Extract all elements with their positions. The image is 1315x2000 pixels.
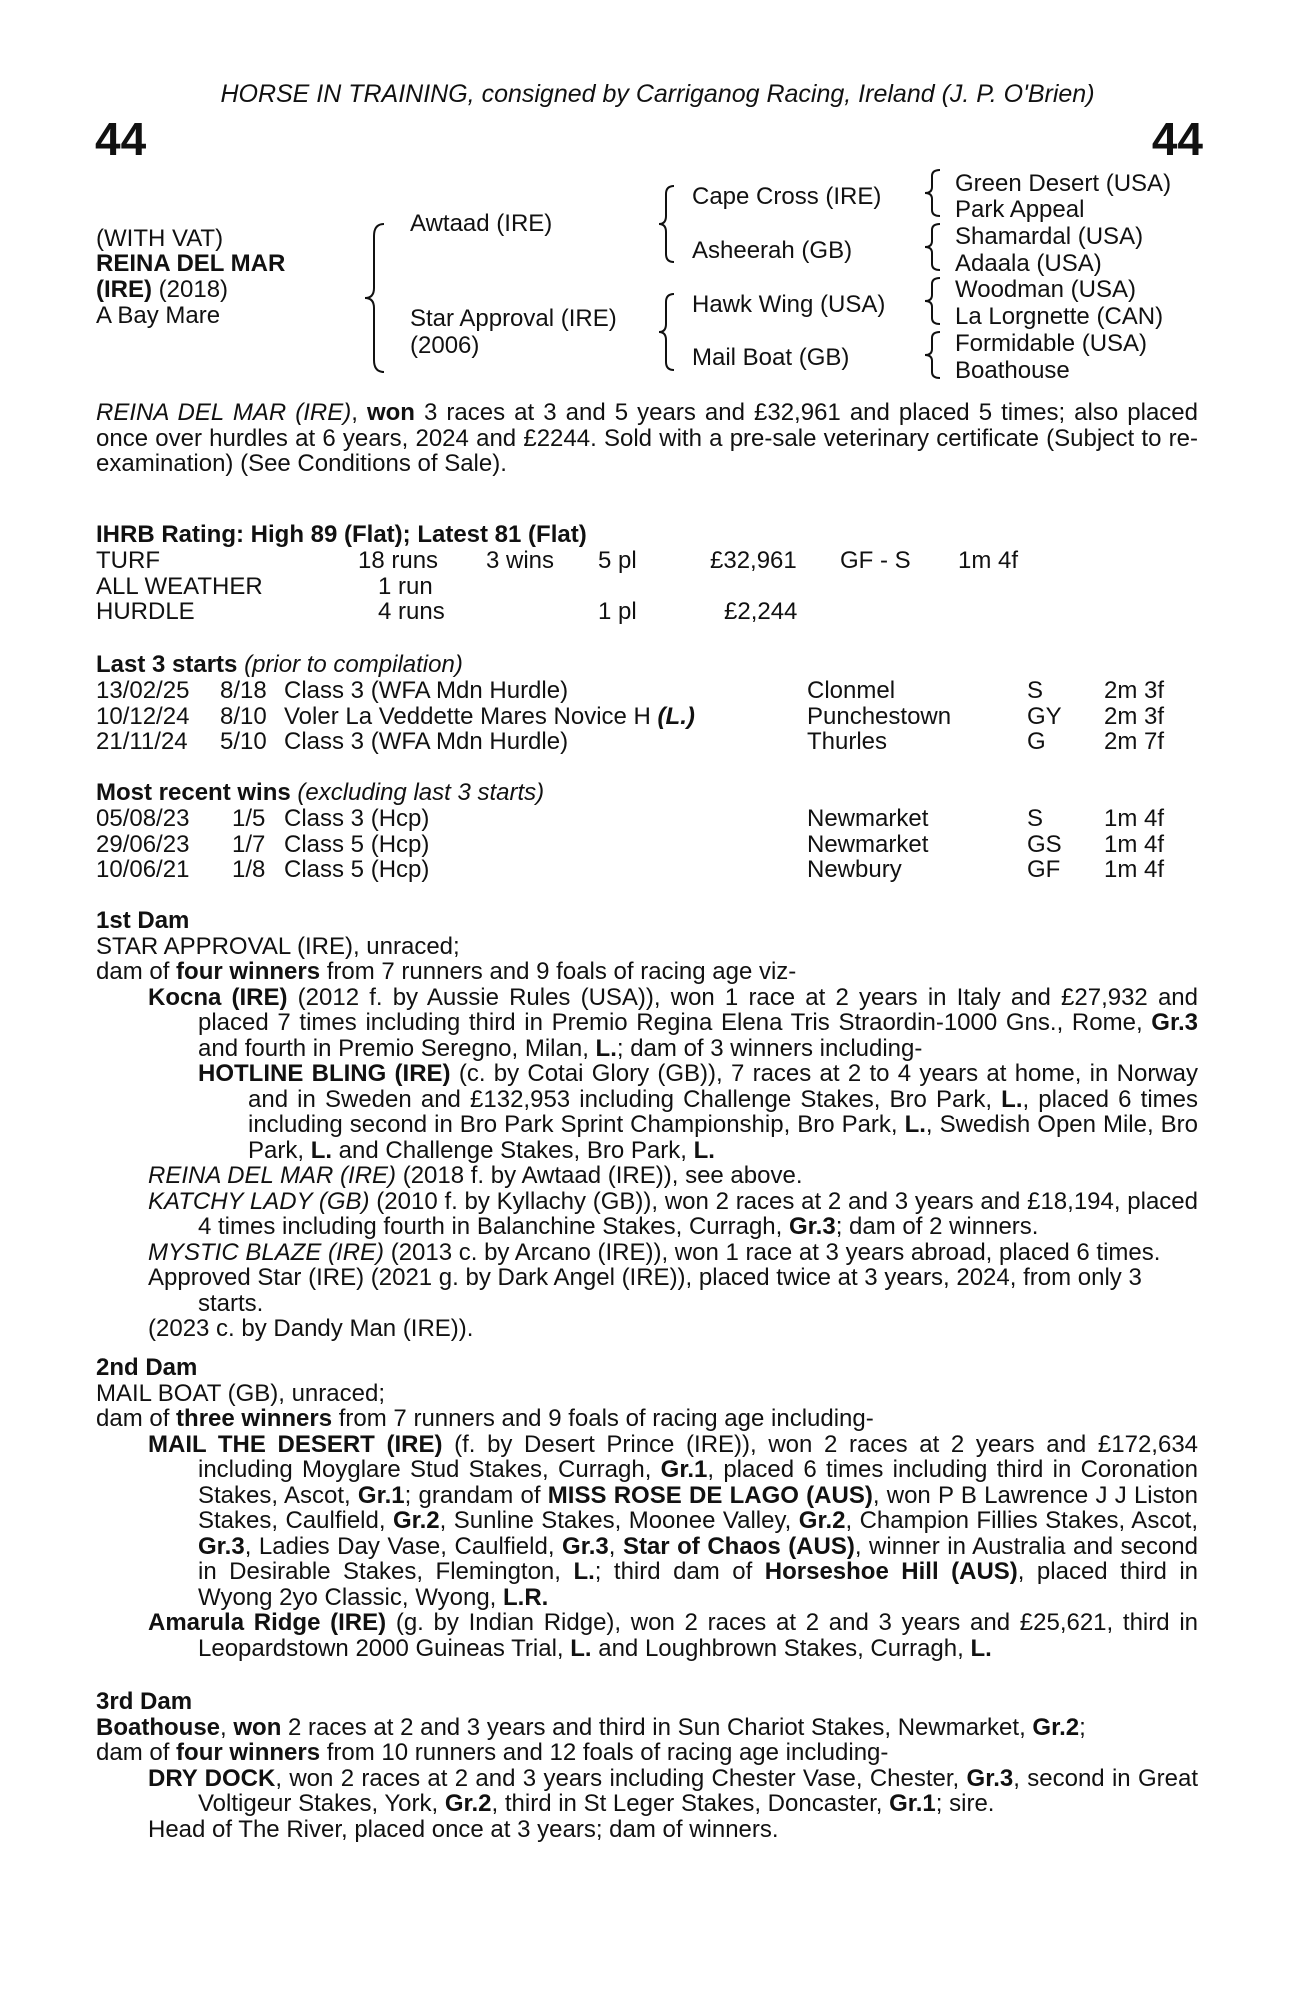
hotline-entry xyxy=(198,1061,1198,1163)
surface-cell: TURF xyxy=(96,547,160,574)
grade: Gr.2 xyxy=(1032,1713,1080,1741)
text: and fourth in Premio Seregno, Milan, xyxy=(198,1034,596,1062)
text: (c. by Cotai Glory (GB)), 7 races at 2 to 4 years at home, in Norway and in Sweden and £132,953 including Challenge Stakes, Bro Park, xyxy=(248,1060,1198,1113)
recent-wins-subtitle: (excluding last 3 starts) xyxy=(290,779,545,806)
wins-cell xyxy=(486,574,598,600)
dry-dock-entry xyxy=(148,1766,1198,1817)
text: , Ladies Day Vase, Caulfield, xyxy=(244,1532,563,1560)
pedigree-brace-dd xyxy=(922,330,944,380)
pedigree-ssd: Park Appeal xyxy=(955,196,1085,223)
pedigree-dsd: La Lorgnette (CAN) xyxy=(955,303,1164,330)
text: (f. by Desert Prince (IRE)), won 2 races at 2 years and £172,634 including Moyglare Stud Stakes, Curragh, xyxy=(198,1430,1199,1483)
grade: Gr.1 xyxy=(889,1790,936,1817)
grade: L. xyxy=(570,1634,592,1662)
going-cell: S xyxy=(1027,677,1044,704)
table-row xyxy=(96,548,1018,574)
recent-wins-title: Most recent wins xyxy=(96,779,291,806)
position-cell: 1/8 xyxy=(232,856,266,883)
runs-cell: 4 runs xyxy=(378,598,445,625)
grade: L. xyxy=(904,1111,926,1138)
dandy-entry: (2023 c. by Dandy Man (IRE)). xyxy=(148,1315,474,1342)
text: , Sunline Stakes, Moonee Valley, xyxy=(439,1507,799,1534)
grade: L. xyxy=(1001,1085,1023,1113)
distance-cell: 2m 7f xyxy=(1104,728,1165,755)
course-cell: Punchestown xyxy=(807,702,952,730)
text: from 10 runners and 12 foals of racing age including- xyxy=(320,1739,889,1766)
runs-cell: 1 run xyxy=(378,572,433,600)
progeny-name: Kocna (IRE) xyxy=(148,983,288,1011)
grade: Gr.2 xyxy=(392,1507,440,1534)
grade: Gr.3 xyxy=(198,1532,245,1560)
going-cell: G xyxy=(1027,728,1046,755)
pedigree-sdd: Adaala (USA) xyxy=(955,250,1102,277)
text: from 7 runners and 9 foals of racing age including- xyxy=(332,1405,874,1432)
pedigree-brace-ds xyxy=(922,276,944,326)
race-cell xyxy=(284,704,807,730)
mystic-entry xyxy=(148,1240,1198,1266)
progeny-name: MYSTIC BLAZE (IRE) xyxy=(148,1238,385,1266)
approved-entry: Approved Star (IRE) (2021 g. by Dark Angel (IRE)), placed twice at 3 years, 2024, from only 3 starts. xyxy=(148,1264,1142,1317)
grade: L. xyxy=(693,1136,715,1164)
prize-cell xyxy=(710,574,840,600)
pedigree-sire-sire: Cape Cross (IRE) xyxy=(692,183,882,210)
course-cell: Newmarket xyxy=(807,805,929,832)
pedigree-dss: Woodman (USA) xyxy=(955,276,1136,303)
race-name: Voler La Veddette Mares Novice H xyxy=(284,702,658,730)
wins-cell: 3 wins xyxy=(486,547,555,574)
recent-wins-table xyxy=(96,806,1164,883)
position-cell: 8/18 xyxy=(220,677,267,704)
lot-number-left: 44 xyxy=(95,113,147,165)
text: , won 2 races at 2 and 3 years including Chester Vase, Chester, xyxy=(275,1764,967,1792)
second-dam-title: 2nd Dam xyxy=(96,1354,198,1381)
distance-cell xyxy=(958,574,1018,600)
pedigree-dam-sire: Hawk Wing (USA) xyxy=(692,291,886,318)
position-cell: 1/5 xyxy=(232,805,266,832)
course-cell: Clonmel xyxy=(807,677,896,704)
grade: Gr.1 xyxy=(660,1456,708,1483)
going-cell: S xyxy=(1027,805,1044,832)
grade: L. xyxy=(595,1034,617,1062)
summary-horse-name: REINA DEL MAR (IRE) xyxy=(96,399,352,426)
distance-cell: 1m 4f xyxy=(1104,856,1165,883)
race-listed: (L.) xyxy=(657,702,695,730)
summary-text: 3 races at 3 and 5 years and £32,961 and placed 5 times; also placed once over hurdles at 6 years, 2024 and £2244. Sold with a pre-sale veterinary certificate (Subject to re-examination) (See Conditions of Sale). xyxy=(96,399,1198,477)
first-dam-line2 xyxy=(96,959,1198,985)
text: (g. by Indian Ridge), won 2 races at 2 and 3 years and £25,621, third in Leopardstown 2000 Guineas Trial, xyxy=(198,1609,1198,1662)
text: dam of xyxy=(96,1739,177,1766)
pedigree-brace-ss xyxy=(922,168,944,218)
third-dam-line2 xyxy=(96,1740,1198,1766)
text: (2012 f. by Aussie Rules (USA)), won 1 race at 2 years in Italy and £27,932 and placed 7 times including third in Premio Regina Elena Tris Straordin-1000 Gns., Rome, xyxy=(198,983,1198,1036)
kocna-entry xyxy=(148,985,1198,1062)
distance-cell: 1m 4f xyxy=(958,547,1019,574)
katchy-entry xyxy=(148,1189,1198,1240)
text: ; dam of 3 winners including- xyxy=(616,1034,923,1062)
race-cell xyxy=(284,678,807,704)
vat-note: (WITH VAT) xyxy=(96,225,224,252)
course-cell: Newbury xyxy=(807,856,902,883)
text: , placed third in Wyong 2yo Classic, Wyong, xyxy=(198,1558,1198,1611)
position-cell: 5/10 xyxy=(220,728,267,755)
date-cell: 05/08/23 xyxy=(96,805,190,832)
course-cell: Newmarket xyxy=(807,830,929,858)
text: , Champion Fillies Stakes, Ascot, xyxy=(845,1507,1199,1534)
last-starts-title: Last 3 starts xyxy=(96,651,238,678)
lot-number-right: 44 xyxy=(1151,113,1203,165)
mail-desert-entry xyxy=(148,1432,1198,1611)
grade: Gr.3 xyxy=(562,1532,609,1560)
descendant-name: MISS ROSE DE LAGO (AUS) xyxy=(547,1481,873,1509)
surface-cell: ALL WEATHER xyxy=(96,572,263,600)
text: dam of xyxy=(96,1405,177,1432)
winners-count: four winners xyxy=(176,958,321,985)
last-starts-heading xyxy=(96,652,463,677)
amarula-entry xyxy=(148,1610,1198,1661)
pedigree-sss: Green Desert (USA) xyxy=(955,170,1172,197)
distance-cell: 2m 3f xyxy=(1104,677,1165,704)
pedigree-brace-sire xyxy=(656,184,678,264)
pedigree-sire: Awtaad (IRE) xyxy=(410,210,553,237)
progeny-name: MAIL THE DESERT (IRE) xyxy=(148,1430,443,1458)
grade: Gr.2 xyxy=(798,1507,846,1534)
progeny-name: KATCHY LADY (GB) xyxy=(148,1187,370,1215)
going-cell: GF - S xyxy=(840,547,911,574)
pedigree-brace-main xyxy=(362,222,388,374)
going-cell xyxy=(840,599,958,625)
progeny-name: REINA DEL MAR (IRE) xyxy=(148,1162,397,1189)
text: (2010 f. by Kyllachy (GB)), won 2 races at 2 and 3 years and £18,194, placed 4 times including fourth in Balanchine Stakes, Curragh, xyxy=(198,1187,1199,1240)
grade: Gr.3 xyxy=(1151,1009,1198,1036)
race-name: Class 3 (WFA Mdn Hurdle) xyxy=(284,728,569,755)
text: , won P B Lawrence J J Liston Stakes, Caulfield, xyxy=(198,1481,1198,1534)
first-dam-line1: STAR APPROVAL (IRE), unraced; xyxy=(96,932,460,960)
recent-wins-heading xyxy=(96,780,544,805)
pedigree-ddd: Boathouse xyxy=(955,357,1070,384)
second-dam-line2 xyxy=(96,1406,1198,1432)
prize-cell: £32,961 xyxy=(710,547,797,574)
surface-cell: HURDLE xyxy=(96,598,195,625)
text: , winner in Australia and second in Desirable Stakes, Flemington, xyxy=(198,1532,1198,1585)
pedigree-dam-dam: Mail Boat (GB) xyxy=(692,344,850,371)
first-dam-section xyxy=(96,908,1198,1342)
grade: L. xyxy=(310,1136,333,1164)
distance-cell xyxy=(958,599,1018,625)
last-starts-table xyxy=(96,678,1164,755)
horse-year: (2018) xyxy=(152,276,229,303)
table-row xyxy=(96,806,1164,832)
distance-cell: 1m 4f xyxy=(1104,830,1165,858)
summary-won: won xyxy=(366,399,415,426)
text: dam of xyxy=(96,958,177,985)
position-cell: 8/10 xyxy=(220,702,267,730)
text: , Swedish Open Mile, Bro Park, xyxy=(248,1111,1198,1164)
horse-country: (IRE) xyxy=(96,276,152,303)
winners-count: three winners xyxy=(176,1405,333,1432)
placed-cell: 1 pl xyxy=(598,598,637,625)
table-row xyxy=(96,857,1164,883)
race-cell xyxy=(284,729,807,755)
pedigree-sire-dam: Asheerah (GB) xyxy=(692,237,853,264)
grade: L. xyxy=(970,1634,992,1662)
grade: Gr.3 xyxy=(789,1213,836,1240)
text: , third in St Leger Stakes, Doncaster, xyxy=(491,1790,890,1817)
text: 2 races at 2 and 3 years and third in Sun Chariot Stakes, Newmarket, xyxy=(281,1713,1033,1741)
rating-title: IHRB Rating: High 89 (Flat); Latest 81 (Flat) xyxy=(96,521,587,548)
going-cell xyxy=(840,574,958,600)
pedigree-dam-year: (2006) xyxy=(410,332,480,359)
third-dam-title: 3rd Dam xyxy=(96,1688,193,1715)
won-label: won xyxy=(233,1713,282,1741)
race-name: Class 3 (WFA Mdn Hurdle) xyxy=(284,677,569,704)
text: and Challenge Stakes, Bro Park, xyxy=(332,1136,694,1164)
table-row xyxy=(96,729,1164,755)
date-cell: 13/02/25 xyxy=(96,677,190,704)
race-cell: Class 3 (Hcp) xyxy=(284,805,430,832)
consignment-header: HORSE IN TRAINING, consigned by Carriganog Racing, Ireland (J. P. O'Brien) xyxy=(220,80,1095,108)
table-row xyxy=(96,704,1164,730)
going-cell: GS xyxy=(1027,830,1062,858)
descendant-name: Horseshoe Hill (AUS) xyxy=(764,1558,1018,1585)
runs-cell: 18 runs xyxy=(358,547,439,574)
second-dam-section xyxy=(96,1355,1198,1661)
progeny-name: HOTLINE BLING (IRE) xyxy=(198,1060,451,1087)
text: , placed 6 times including third in Coronation Stakes, Ascot, xyxy=(198,1456,1198,1509)
text: ; xyxy=(1079,1713,1086,1741)
text: (2018 f. by Awtaad (IRE)), see above. xyxy=(396,1162,803,1189)
date-cell: 10/06/21 xyxy=(96,856,190,883)
prize-cell: £2,244 xyxy=(724,598,798,625)
horse-description: A Bay Mare xyxy=(96,302,221,329)
race-summary: REINA DEL MAR (IRE), won 3 races at 3 and 5 years and £32,961 and placed 5 times; also placed once over hurdles at 6 years, 2024 and £2244. Sold with a pre-sale veterinary certificate (Subject to re-examination) (See Conditions of Sale). xyxy=(96,399,1198,477)
reina-entry xyxy=(148,1163,1198,1189)
text: , second in Great Voltigeur Stakes, York, xyxy=(198,1764,1199,1817)
pedigree-brace-sd xyxy=(922,222,944,272)
table-row xyxy=(96,832,1164,858)
first-dam-title: 1st Dam xyxy=(96,907,190,934)
horse-name-line2 xyxy=(96,277,228,302)
text: ; third dam of xyxy=(594,1558,765,1585)
date-cell: 21/11/24 xyxy=(96,728,188,755)
going-cell: GF xyxy=(1027,856,1061,883)
wins-cell xyxy=(486,599,598,625)
placed-cell xyxy=(598,574,710,600)
grade: Gr.2 xyxy=(444,1790,492,1817)
progeny-name: Amarula Ridge (IRE) xyxy=(148,1609,387,1636)
going-cell: GY xyxy=(1027,702,1062,730)
grade: Gr.1 xyxy=(357,1481,405,1509)
head-of-river-entry: Head of The River, placed once at 3 years; dam of winners. xyxy=(148,1815,779,1843)
text: , xyxy=(608,1532,623,1560)
grade: Gr.3 xyxy=(966,1764,1014,1792)
grade: L. xyxy=(573,1558,595,1585)
distance-cell: 1m 4f xyxy=(1104,805,1165,832)
third-dam-section xyxy=(96,1689,1198,1842)
boathouse-line: Boathouse, won 2 races at 2 and 3 years and third in Sun Chariot Stakes, Newmarket, Gr.2; xyxy=(96,1713,1086,1741)
dam-name: Boathouse xyxy=(96,1713,221,1741)
table-row xyxy=(96,574,1018,600)
pedigree-dds: Formidable (USA) xyxy=(955,330,1148,357)
date-cell: 29/06/23 xyxy=(96,830,190,858)
placed-cell: 5 pl xyxy=(598,547,637,574)
grade: L.R. xyxy=(503,1583,549,1611)
table-row xyxy=(96,599,1018,625)
last-starts-subtitle: (prior to compilation) xyxy=(237,651,463,678)
text: ; grandam of xyxy=(404,1481,548,1509)
second-dam-line1: MAIL BOAT (GB), unraced; xyxy=(96,1379,385,1407)
date-cell: 10/12/24 xyxy=(96,702,190,730)
text: ; sire. xyxy=(935,1790,995,1817)
text: , placed 6 times including second in Bro Park Sprint Championship, Bro Park, xyxy=(248,1085,1198,1138)
progeny-name: DRY DOCK xyxy=(148,1764,276,1792)
horse-name: REINA DEL MAR xyxy=(96,250,286,277)
text: from 7 runners and 9 foals of racing age viz- xyxy=(320,958,797,985)
distance-cell: 2m 3f xyxy=(1104,702,1165,730)
winners-count: four winners xyxy=(176,1739,321,1766)
text: (2013 c. by Arcano (IRE)), won 1 race at 3 years abroad, placed 6 times. xyxy=(384,1238,1161,1266)
race-cell: Class 5 (Hcp) xyxy=(284,830,430,858)
descendant-name: Star of Chaos (AUS) xyxy=(622,1532,855,1560)
rating-table xyxy=(96,548,1018,625)
race-cell: Class 5 (Hcp) xyxy=(284,856,430,883)
pedigree-sds: Shamardal (USA) xyxy=(955,223,1144,250)
pedigree-brace-dam xyxy=(656,292,678,372)
text: and Loughbrown Stakes, Curragh, xyxy=(591,1634,971,1662)
table-row xyxy=(96,678,1164,704)
course-cell: Thurles xyxy=(807,728,888,755)
pedigree-dam: Star Approval (IRE) xyxy=(410,305,617,332)
text: ; dam of 2 winners. xyxy=(835,1213,1039,1240)
position-cell: 1/7 xyxy=(232,830,266,858)
